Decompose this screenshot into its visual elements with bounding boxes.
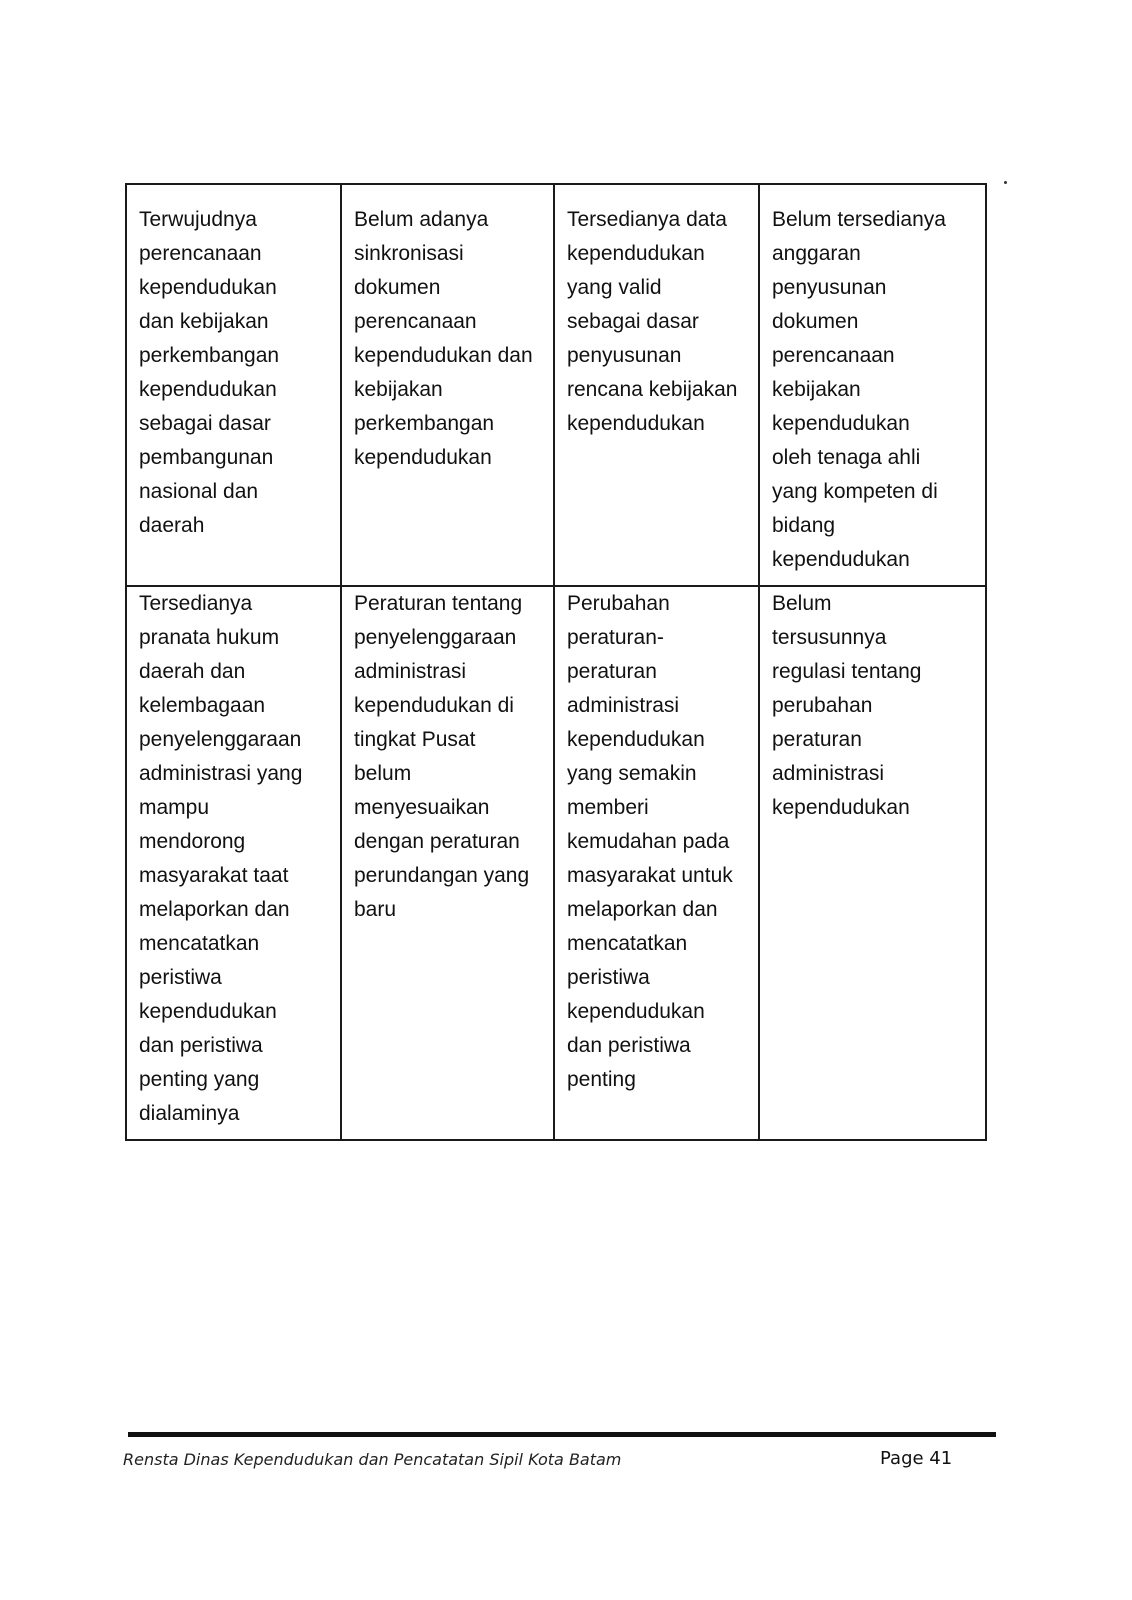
cell-text-line: mendorong [139,830,246,853]
cell-text-line: mencatatkan [567,932,688,955]
cell-text-line: kependudukan [139,1000,277,1023]
footer-document-title: Rensta Dinas Kependudukan dan Pencatatan Sipil Kota Batam [123,1450,622,1469]
cell-text-line: memberi [567,796,649,819]
cell-text-line: Tersedianya [139,592,253,615]
cell-text-line: kependudukan dan [354,344,533,367]
cell-text-line: penting [567,1068,636,1091]
table-row [126,184,986,586]
cell-text-line: kelembagaan [139,694,266,717]
cell-text-line: Belum [772,592,832,615]
cell-text-line: peraturan [567,660,657,683]
cell-text-line: kebijakan [354,378,443,401]
cell-text-line: sebagai dasar [567,310,699,333]
cell-text-line: penyusunan [772,276,887,299]
cell-text-line: rencana kebijakan [567,378,738,401]
table-cell [341,586,554,1140]
cell-text-line: peristiwa [567,966,650,989]
cell-text-line: yang kompeten di [772,480,938,503]
cell-text-line: pranata hukum [139,626,280,649]
cell-text-line: administrasi [772,762,885,785]
table-cell [341,184,554,586]
cell-text-line: kependudukan di [354,694,514,717]
page-number: Page 41 [880,1448,953,1469]
cell-text-line: penting yang [139,1068,260,1091]
cell-text-line: administrasi yang [139,762,303,785]
cell-text-line: anggaran [772,242,861,265]
cell-text-line: kependudukan [139,378,277,401]
scan-speck [1004,181,1007,184]
cell-text-line: kependudukan [139,276,277,299]
cell-text-line: pembangunan [139,446,274,469]
cell-text-line: regulasi tentang [772,660,922,683]
cell-text-line: perundangan yang [354,864,530,887]
cell-text-line: kependudukan [567,1000,705,1023]
cell-text-line: dokumen [354,276,441,299]
cell-text-line: yang semakin [567,762,697,785]
cell-text-line: perubahan [772,694,873,717]
cell-text-line: dan kebijakan [139,310,269,333]
cell-text-line: kependudukan [772,796,910,819]
cell-text-line: kependudukan [567,412,705,435]
cell-text-line: perkembangan [354,412,495,435]
cell-text-line: peristiwa [139,966,222,989]
cell-text-line: menyesuaikan [354,796,490,819]
cell-text-line: Peraturan tentang [354,592,523,615]
cell-text-line: kemudahan pada [567,830,730,853]
footer-divider [128,1432,996,1437]
cell-text-line: Belum tersedianya [772,208,946,231]
cell-text-line: masyarakat taat [139,864,289,887]
table-cell [759,184,986,586]
cell-text-line: mencatatkan [139,932,260,955]
cell-text-line: baru [354,898,397,921]
cell-text-line: dialaminya [139,1102,240,1125]
cell-text-line: bidang [772,514,836,537]
cell-text-line: kependudukan [567,728,705,751]
cell-text-line: Tersedianya data [567,208,727,231]
cell-text-line: Terwujudnya [139,208,257,231]
cell-text-line: masyarakat untuk [567,864,733,887]
cell-text-line: nasional dan [139,480,259,503]
cell-text-line: oleh tenaga ahli [772,446,921,469]
cell-text-line: perkembangan [139,344,280,367]
cell-text-line: penyelenggaraan [354,626,517,649]
cell-text-line: belum [354,762,412,785]
table-cell [126,184,341,586]
cell-text-line: Perubahan [567,592,670,615]
cell-text-line: melaporkan dan [567,898,718,921]
cell-text-line: dokumen [772,310,859,333]
cell-text-line: daerah [139,514,205,537]
cell-text-line: kependudukan [772,548,910,571]
cell-text-line: kependudukan [567,242,705,265]
issues-table [125,183,987,1141]
cell-text-line: penyelenggaraan [139,728,302,751]
table-cell [554,586,759,1140]
cell-text-line: dan peristiwa [567,1034,691,1057]
cell-text-line: perencanaan [354,310,477,333]
cell-text-line: Belum adanya [354,208,489,231]
cell-text-line: kependudukan [772,412,910,435]
cell-text-line: tersusunnya [772,626,887,649]
table-cell [759,586,986,1140]
table-cell [554,184,759,586]
cell-text-line: administrasi [567,694,680,717]
cell-text-line: sinkronisasi [354,242,464,265]
cell-text-line: administrasi [354,660,467,683]
cell-text-line: perencanaan [139,242,262,265]
cell-text-line: kebijakan [772,378,861,401]
cell-text-line: peraturan- [567,626,664,649]
cell-text-line: mampu [139,796,210,819]
table-row [126,586,986,1140]
table-cell [126,586,341,1140]
cell-text-line: tingkat Pusat [354,728,476,751]
cell-text-line: dengan peraturan [354,830,520,853]
cell-text-line: dan peristiwa [139,1034,263,1057]
cell-text-line: peraturan [772,728,862,751]
cell-text-line: sebagai dasar [139,412,271,435]
cell-text-line: daerah dan [139,660,246,683]
cell-text-line: melaporkan dan [139,898,290,921]
cell-text-line: kependudukan [354,446,492,469]
cell-text-line: yang valid [567,276,662,299]
cell-text-line: penyusunan [567,344,682,367]
cell-text-line: perencanaan [772,344,895,367]
